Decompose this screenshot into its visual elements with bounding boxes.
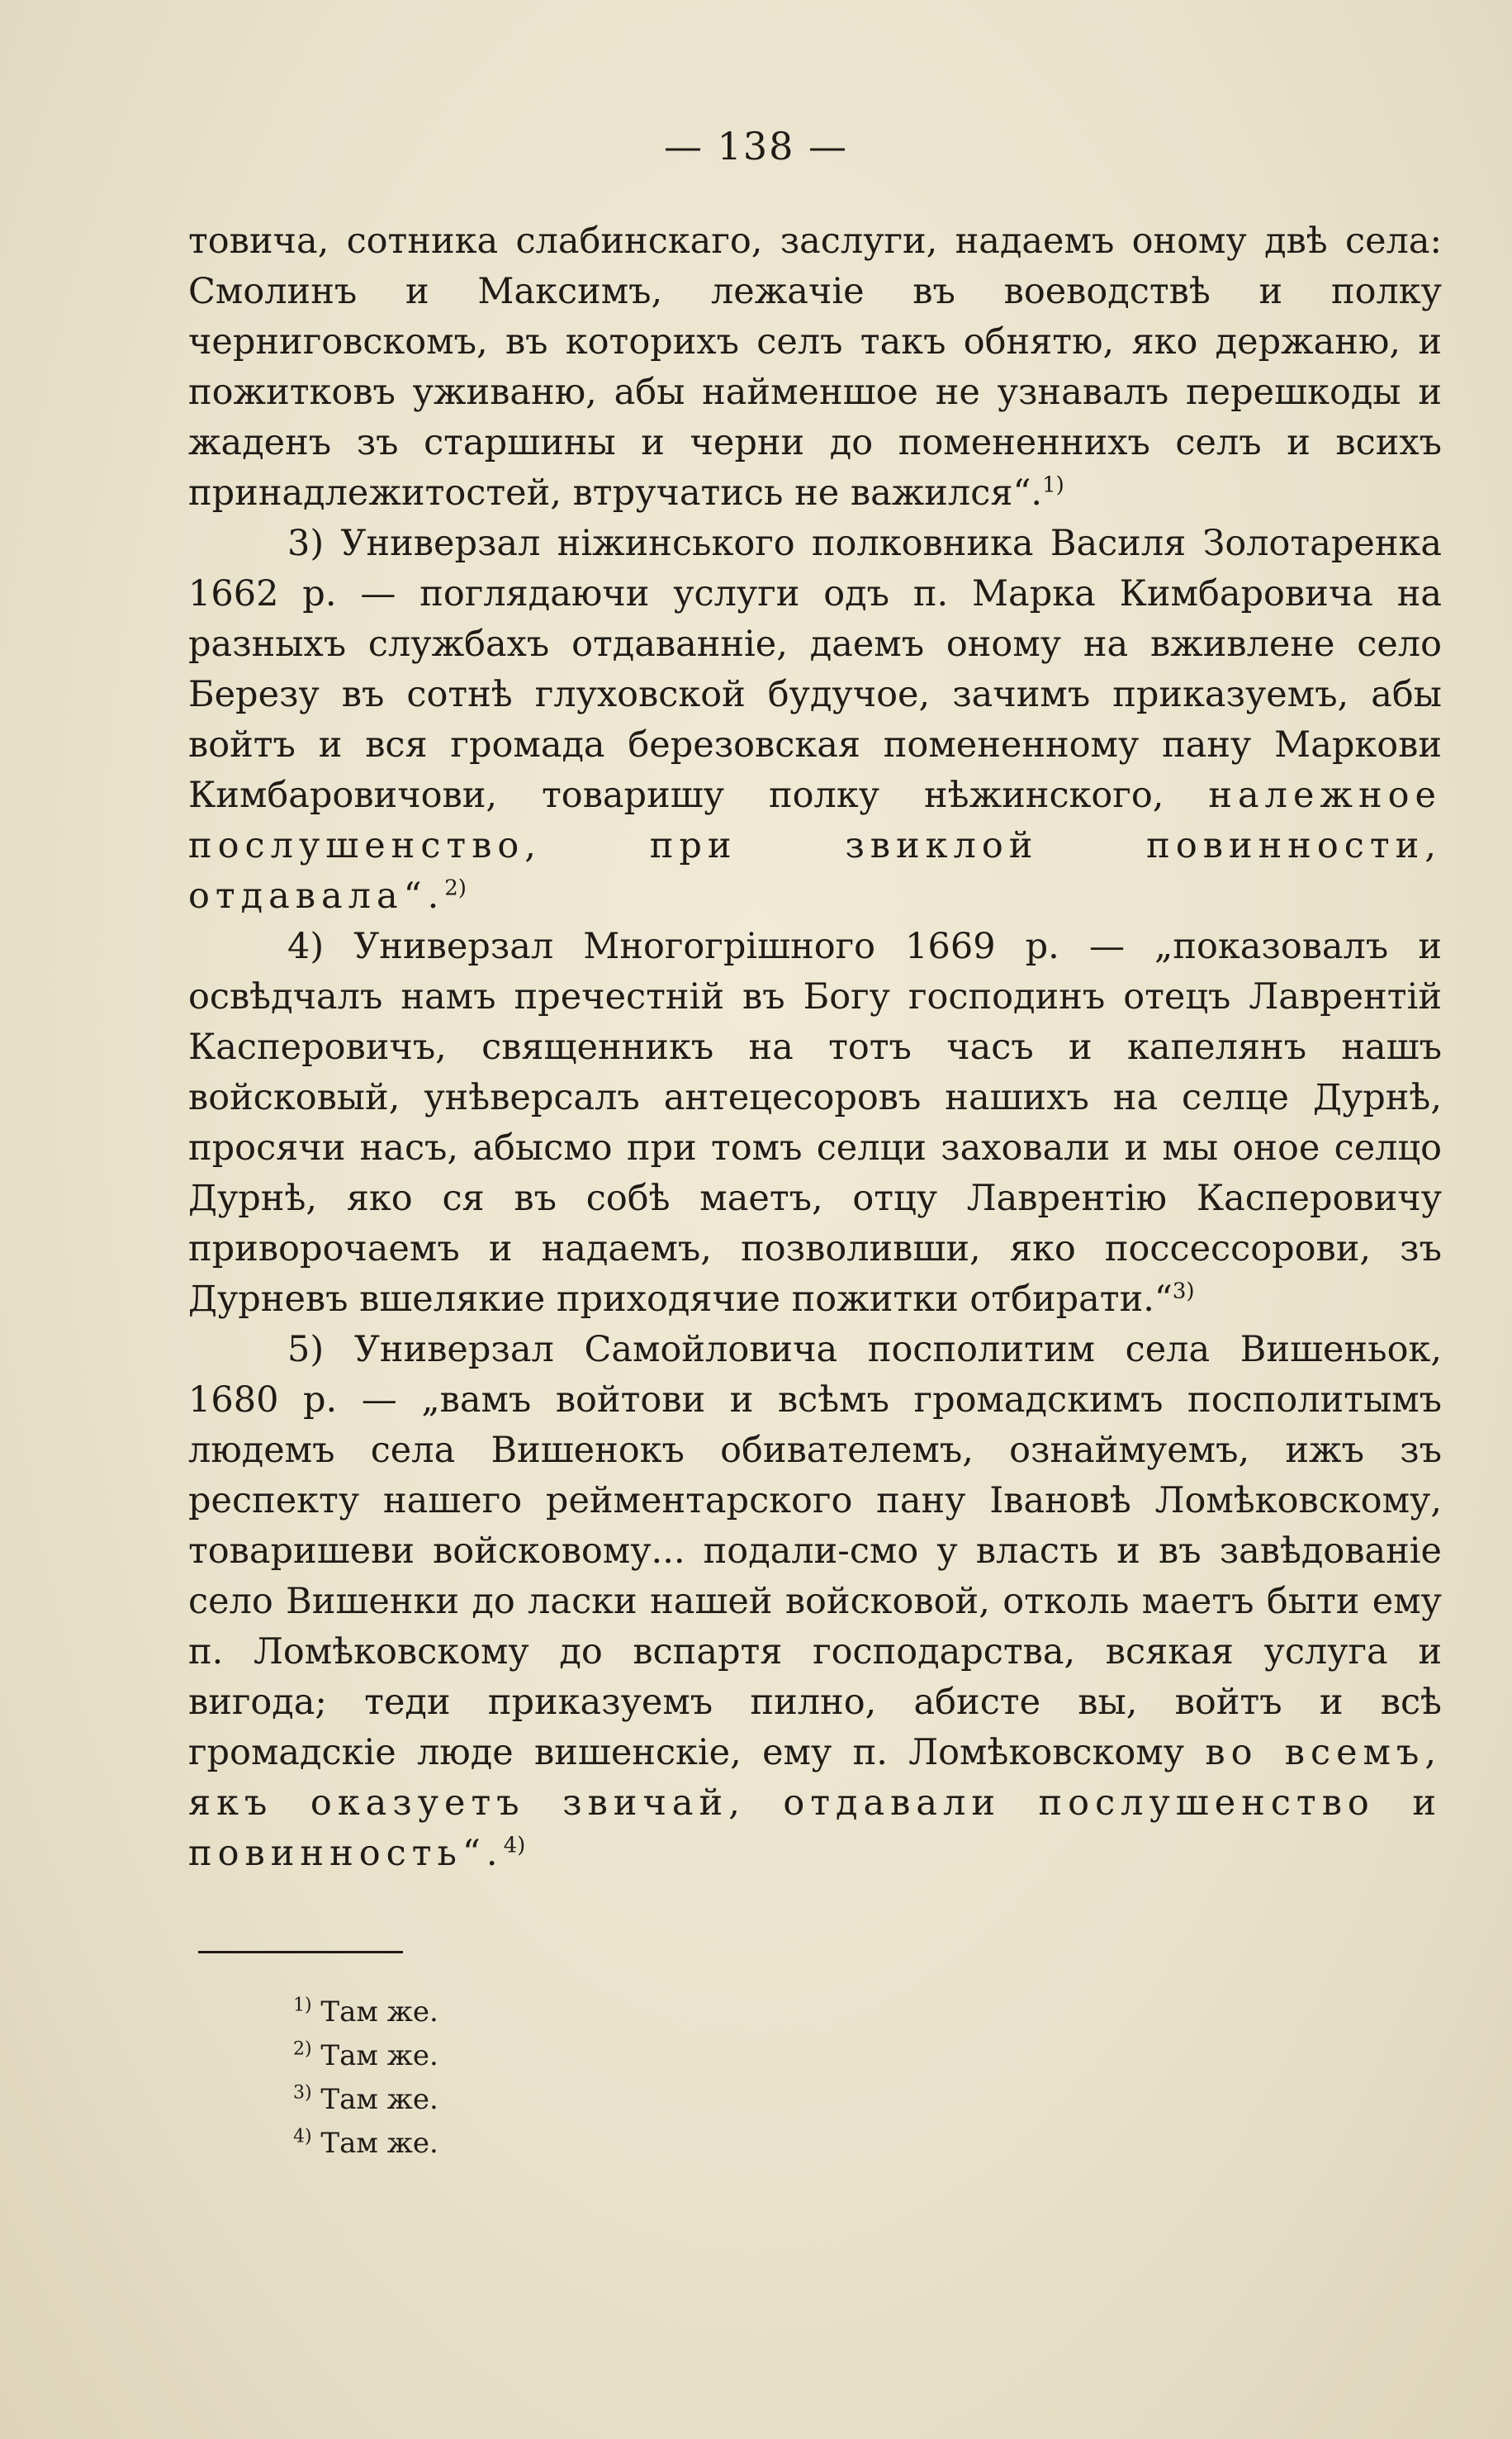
footnote-marker: 1) — [293, 1995, 312, 2016]
page-number: — 138 — — [663, 124, 849, 168]
footnote-text: Там же. — [320, 1995, 438, 2029]
spaced-quote-text: во всемъ, якъ оказуетъ звичай, отдавали послушенство и повинность“. — [188, 1732, 1442, 1874]
footnote-4 — [293, 2122, 438, 2166]
paragraph-4 — [188, 1325, 1442, 1879]
footnote-ref: 2) — [444, 875, 467, 901]
paragraph-2 — [188, 519, 1442, 922]
footnote-marker: 3) — [293, 2082, 312, 2104]
footnote-text: Там же. — [320, 2127, 438, 2160]
footnote-ref: 1) — [1042, 472, 1064, 498]
paragraph-text: 3) Универзал ніжинського полковника Василя Золотаренка 1662 р. — поглядаючи услуги одъ п. Марка Кимбаровича на разныхъ службахъ отдаванніе, даемъ оному на вживлене село Березу въ сотнѣ глуховской будучое, зачимъ приказуемъ, абы войтъ и вся громада березовская помененному пану Маркови Кимбаровичови, товаришу полку нѣжинского, — [188, 523, 1442, 816]
footnote-marker: 4) — [293, 2126, 312, 2147]
footnote-text: Там же. — [320, 2039, 438, 2072]
footnote-3 — [293, 2078, 438, 2122]
footnote-1 — [293, 1991, 438, 2034]
paragraph-text: 4) Универзал Многогрішного 1669 р. — „показовалъ и освѣдчалъ намъ пречестній въ Богу господинъ отецъ Лаврентій Касперовичъ, священникъ на тотъ часъ и капелянъ нашъ войсковый, унѣверсалъ антецесоровъ нашихъ на селце Дурнѣ, просячи насъ, абысмо при томъ селци заховали и мы оное селцо Дурнѣ, яко ся въ собѣ маетъ, отцу Лаврентію Касперовичу приворочаемъ и надаемъ, позволивши, яко поссессорови, зъ Дурневъ вшелякие приходячие пожитки отбирати.“ — [188, 926, 1442, 1320]
footnote-marker: 2) — [293, 2038, 312, 2060]
footnotes — [293, 1991, 438, 2166]
paragraph-3 — [188, 922, 1442, 1325]
footnote-ref: 3) — [1172, 1279, 1195, 1304]
paragraph-text: 5) Универзал Самойловича посполитим села Вишеньок, 1680 р. — „вамъ войтови и всѣмъ громадскимъ посполитымъ людемъ села Вишенокъ обивателемъ, ознаймуемъ, ижъ зъ респекту нашего рейментарского пану Івановѣ Ломѣковскому, товаришеви войсковому... подали-смо у власть и въ завѣдованіе село Вишенки до ласки нашей войсковой, отколь маетъ быти ему п. Ломѣковскому до вспартя господарства, всякая услуга и вигода; теди приказуемъ пилно, абисте вы, войтъ и всѣ громадскіе люде вишенскіе, ему п. Ломѣковскому — [188, 1329, 1442, 1773]
footnote-divider — [198, 1951, 403, 1953]
footnote-text: Там же. — [320, 2083, 438, 2116]
paragraph-text: товича, сотника слабинскаго, заслуги, надаемъ оному двѣ села: Смолинъ и Максимъ, лежачіе въ воеводствѣ и полку черниговскомъ, въ которихъ селъ такъ обнятю, яко держаню, и пожитковъ уживаню, абы найменшое не узнавалъ перешкоды и жаденъ зъ старшины и черни до помененнихъ селъ и всихъ принадлежитостей, втручатись не важился“. — [188, 221, 1442, 514]
footnote-ref: 4) — [503, 1833, 526, 1858]
footnote-2 — [293, 2034, 438, 2078]
body-text — [188, 216, 1442, 1879]
paragraph-1 — [188, 216, 1442, 519]
spaced-quote-text: належное послушенство, при звиклой повинности, отдавала“. — [188, 775, 1442, 917]
